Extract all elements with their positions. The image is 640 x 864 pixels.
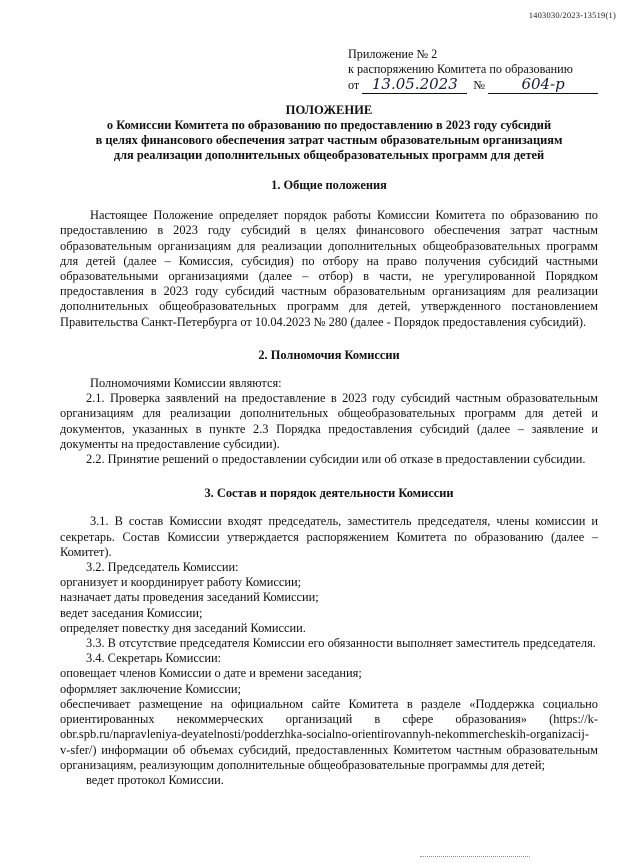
chair-duty-1: организует и координирует работу Комиссии;	[60, 575, 302, 590]
document-body	[60, 103, 598, 788]
document-subtitle-2: в целях финансового обеспечения затрат частным образовательным организациям	[95, 133, 563, 147]
registration-number: 1403030/2023-13519(1)	[528, 10, 616, 20]
secretary-duty-4: ведет протокол Комиссии.	[86, 772, 224, 787]
chair-duty-3: ведет заседания Комиссии;	[60, 605, 203, 620]
number-label: №	[473, 78, 486, 92]
section-1-paragraph: Настоящее Положение определяет порядок работы Комиссии Комитета по образованию по предоставлению в 2023 году субсидий в целях финансового обеспечения затрат частным образовательным организациям для реализации дополнительных общеобразовательных программ для детей (далее – Комиссия, субсидия) по отбору на право получения субсидий частными образовательными организациями (далее – отбор) в части, не урегулированной Порядком предоставления в 2023 году субсидий частным образовательным организациям для реализации дополнительных общеобразовательных программ для детей, утвержденного постановлением Правительства Санкт-Петербурга от 10.04.2023 № 280 (далее - Порядок предоставления субсидий).	[60, 208, 598, 329]
section-3-heading: 3. Состав и порядок деятельности Комиссии	[204, 486, 454, 501]
section-3-item-2: 3.2. Председатель Комиссии:	[86, 560, 239, 575]
section-2-intro: Полномочиями Комиссии являются:	[90, 376, 282, 391]
section-2-heading: 2. Полномочия Комиссии	[258, 347, 400, 362]
annex-block	[348, 47, 618, 94]
secretary-duty-3: обеспечивает размещение на официальном сайте Комитета в разделе «Поддержка социально ориентированных некоммерческих организаций в сфере образования» (https://k-obr.spb.ru/napravleniya-deyatelnosti/podderzhka-socialno-orientirovannyh-nekommercheskih-organizacij-v-sfer/) информации об объемах субсидий, предоставленных Комитетом частным образовательным организациям, реализующим дополнительные общеобразовательные программы для детей;	[60, 696, 598, 772]
from-label: от	[348, 78, 360, 92]
section-2-item-2: 2.2. Принятие решений о предоставлении субсидии или об отказе в предоставлении субсидии.	[86, 452, 586, 467]
document-subtitle-1: о Комиссии Комитета по образованию по предоставлению в 2023 году субсидий	[106, 118, 552, 132]
document-subtitle-3: для реализации дополнительных общеобразовательных программ для детей	[113, 148, 545, 162]
chair-duty-2: назначает даты проведения заседаний Комиссии;	[60, 590, 319, 605]
section-3-item-4: 3.4. Секретарь Комиссии:	[86, 651, 222, 666]
section-3-item-3: 3.3. В отсутствие председателя Комиссии его обязанности выполняет заместитель председателя.	[86, 636, 596, 651]
secretary-duty-1: оповещает членов Комиссии о дате и времени заседания;	[60, 666, 362, 681]
handwritten-number: 604-р	[488, 77, 598, 94]
chair-duty-4: определяет повестку дня заседаний Комиссии.	[60, 620, 306, 635]
section-2-item-1: 2.1. Проверка заявлений на предоставление в 2023 году субсидий частным образовательным организациям для реализации дополнительных общеобразовательных программ для детей и документов, указанных в пункте 2.3 Порядка предоставления субсидий (далее – заявление и документы на предоставление субсидии).	[60, 391, 598, 451]
secretary-duty-2: оформляет заключение Комиссии;	[60, 681, 241, 696]
footer-scan-mark	[420, 856, 530, 859]
document-title: ПОЛОЖЕНИЕ	[285, 103, 373, 117]
handwritten-date: 13.05.2023	[362, 77, 467, 94]
section-3-item-1: 3.1. В состав Комиссии входят председатель, заместитель председателя, члены комиссии и секретарь. Состав Комиссии утверждается распоряжением Комитета по образованию (далее – Комитет).	[60, 514, 598, 559]
section-1-heading: 1. Общие положения	[271, 178, 387, 192]
annex-title: Приложение № 2	[348, 47, 438, 61]
annex-reference: к распоряжению Комитета по образованию	[348, 62, 573, 76]
annex-date-number-line	[348, 77, 618, 94]
